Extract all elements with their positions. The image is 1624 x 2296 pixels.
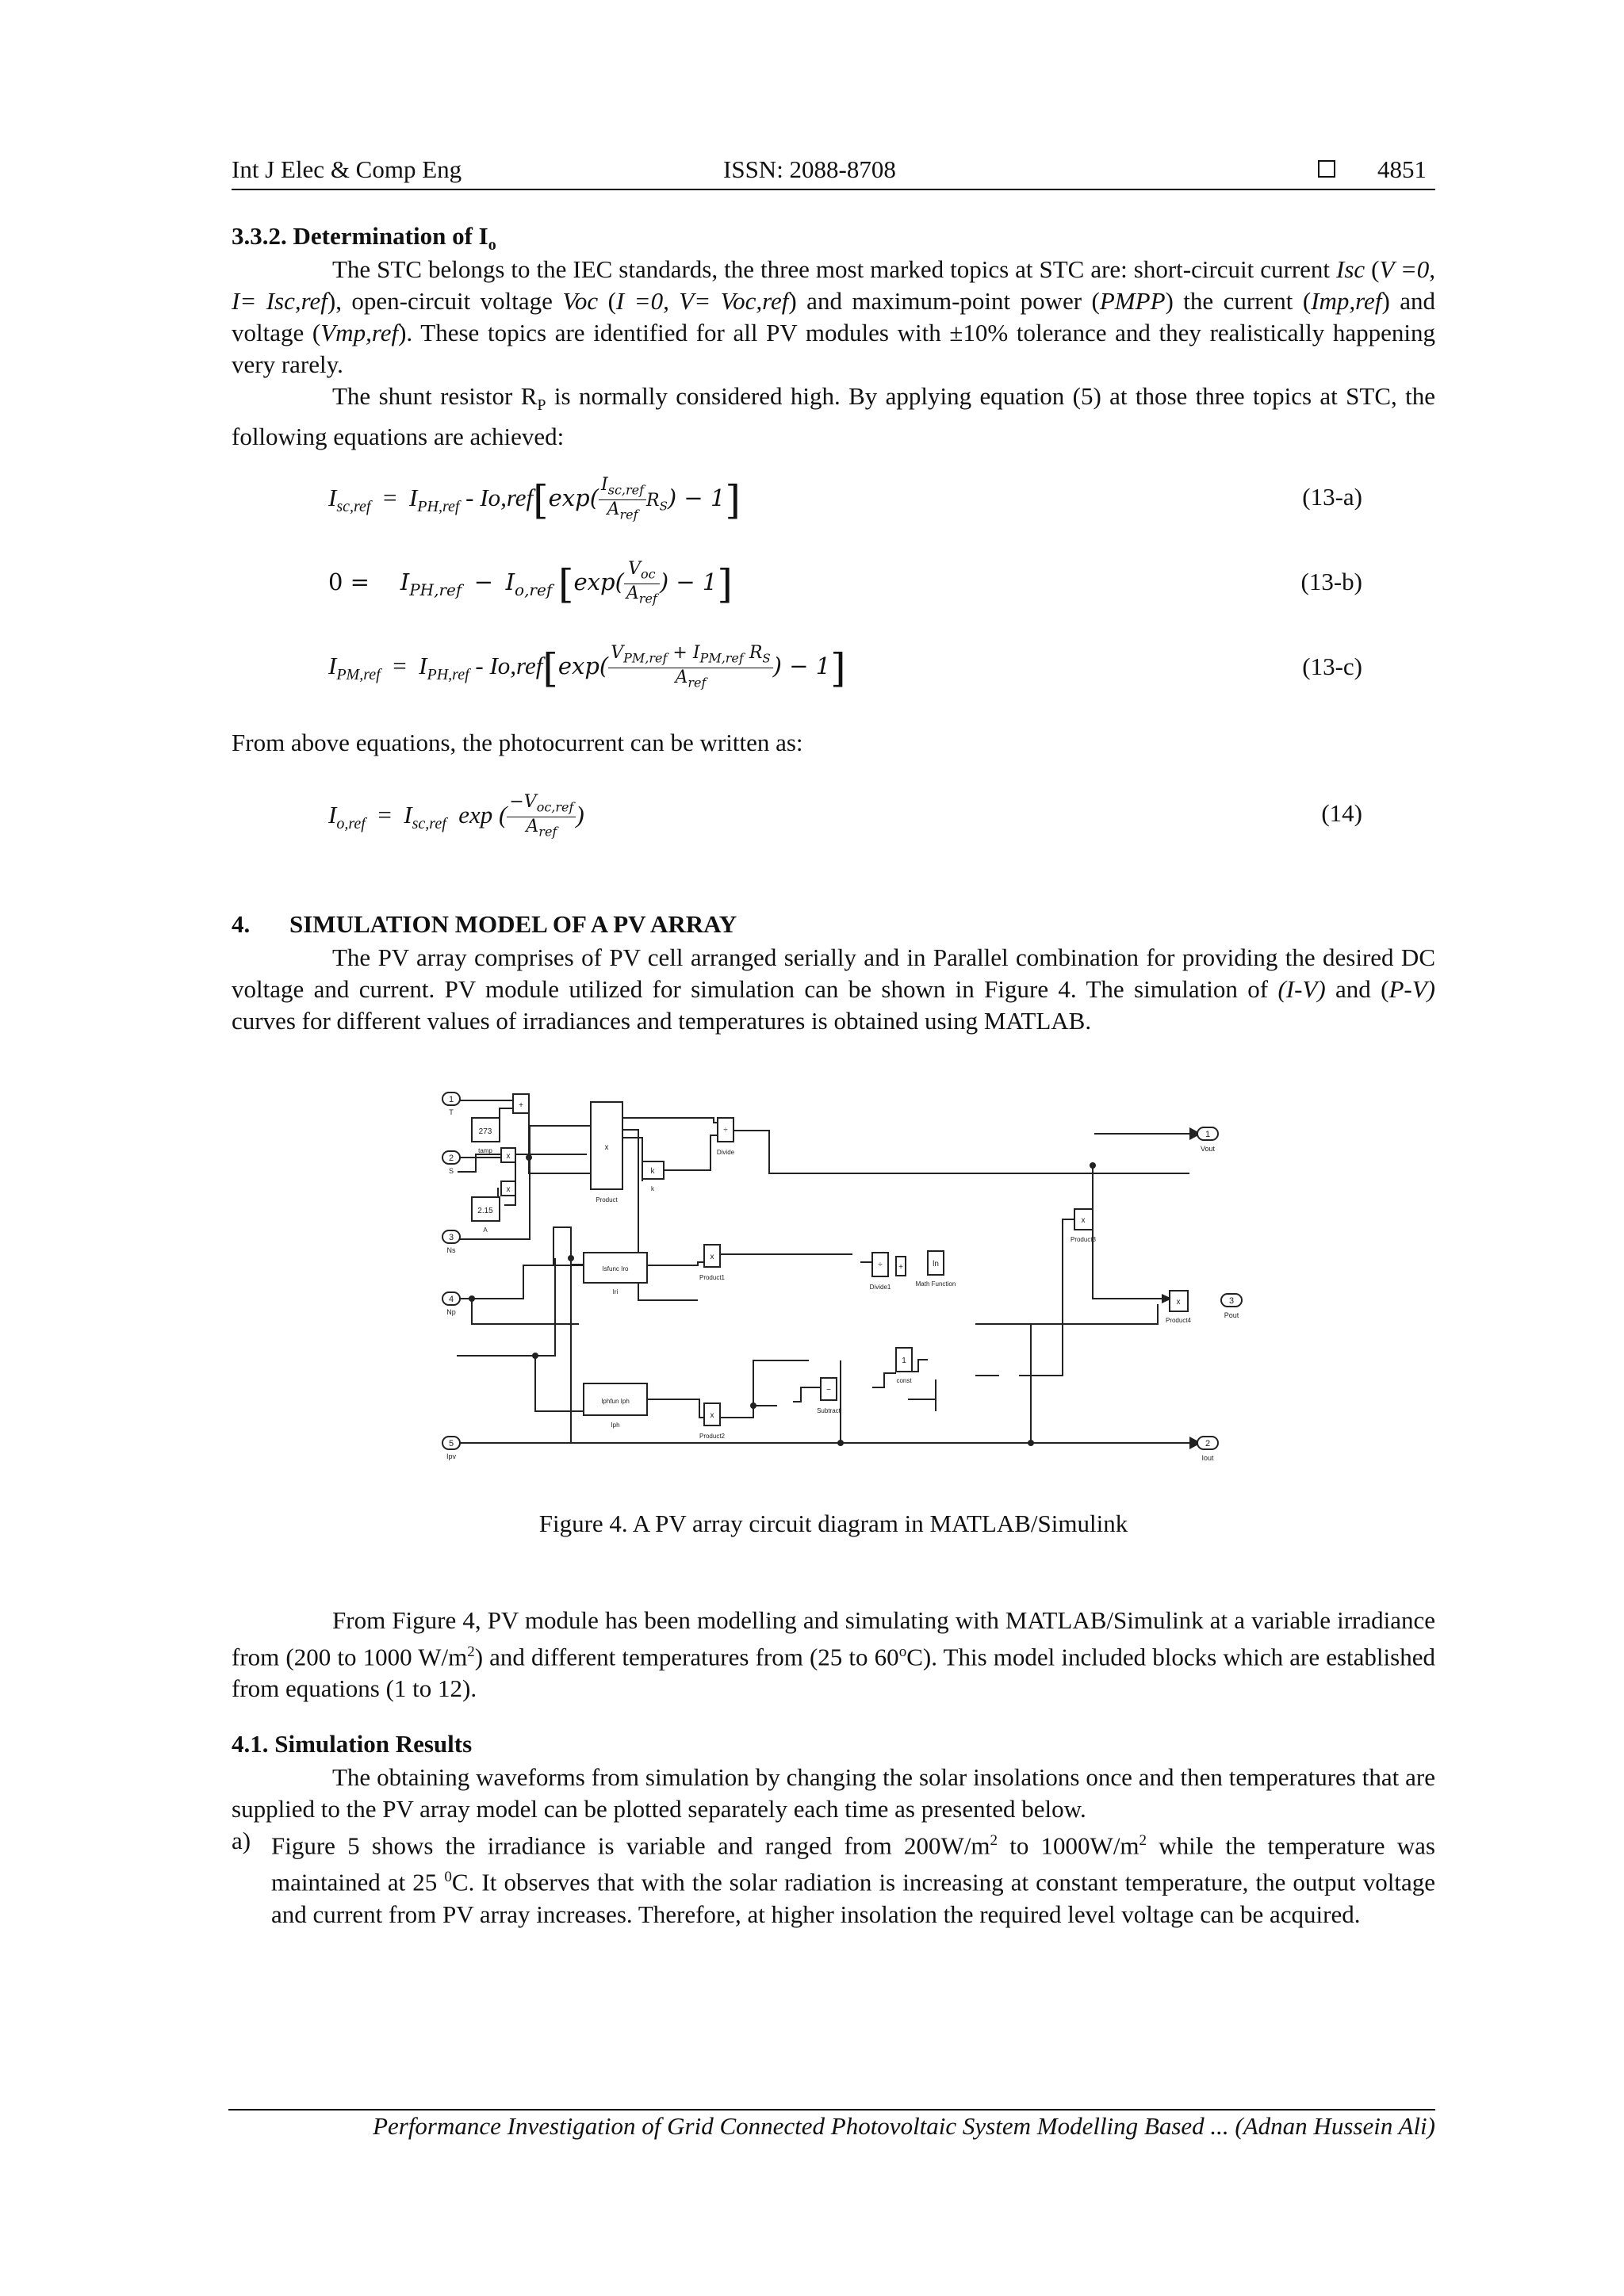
page-number: 4851 [1377, 155, 1427, 183]
gain-block-b-sign: x [506, 1185, 511, 1194]
section-heading-3-3-2: 3.3.2. Determination of $I_o$ [232, 222, 496, 254]
inport-3-number: 3 [448, 1233, 454, 1242]
equation-13b: 0 = $I_{PH,ref} - I_{o,ref}$ [exp( $\frac{V_{oc}}{A_{ref}}$ ) − 1] [328, 559, 733, 607]
constant-2-15: 2.15 [477, 1207, 493, 1215]
product4-sign: x [1176, 1298, 1181, 1307]
header-rule [232, 189, 1435, 190]
simulink-diagram-figure [428, 1086, 1269, 1483]
divide-block-sign: ÷ [723, 1126, 728, 1135]
running-header-issn: ISSN: 2088-8708 [723, 155, 896, 183]
inport-3-label: Ns [446, 1246, 456, 1254]
inport-1-number: 1 [448, 1095, 454, 1104]
sum2-sign: + [898, 1263, 903, 1272]
product3-label: Product3 [1070, 1236, 1097, 1243]
footer-rule [228, 2109, 1435, 2110]
constant-1: 1 [902, 1357, 906, 1365]
product3-sign: x [1081, 1216, 1086, 1225]
gain-block-a-sign: x [506, 1152, 511, 1161]
product4-label: Product4 [1165, 1317, 1192, 1324]
inport-1-label: T [449, 1108, 454, 1116]
outport-3-label: Pout [1224, 1311, 1239, 1319]
section-heading-4-number: 4. [232, 910, 251, 938]
divide1-sign: ÷ [878, 1261, 883, 1269]
equation-label-13c: (13-c) [1302, 652, 1362, 680]
list-item-a: Figure 5 shows the irradiance is variable and ranged from $200W/m^2$ to $1000W/m^2$ while the temperature was maintained at 25 $^0$C. It observes that with the solar radiation is increasing at constant temperature, the output voltage and current from PV array increases. Therefore, at higher insolation the required level voltage can be acquired. [271, 1831, 1435, 1928]
iphfun-subsystem-label: Iph [611, 1422, 620, 1429]
math-function-label: Math Function [915, 1280, 956, 1288]
paragraph-after-figure: From Figure 4, PV module has been modelling and simulating with MATLAB/Simulink at a variable irradiance from (200 to 1000 $W/m^2$) and different temperatures from (25 to 60$^o$C). This model included blocks which are established from equations (1 to 12). [232, 1606, 1435, 1703]
subtract-label: Subtract [817, 1407, 841, 1414]
inport-5-label: Ipv [446, 1452, 457, 1460]
product1-sign: x [710, 1253, 714, 1261]
section-heading-4: SIMULATION MODEL OF A PV ARRAY [289, 910, 737, 938]
sum-block-sign: + [519, 1101, 523, 1110]
isfunc-subsystem: Isfunc Iro [602, 1265, 629, 1272]
list-marker-a: a) [232, 1827, 251, 1854]
inport-4-number: 4 [448, 1295, 454, 1304]
constant-2-15-label: A [483, 1226, 488, 1234]
constant-273: 273 [478, 1127, 492, 1136]
gain-k-label: k [651, 1185, 654, 1192]
outport-3-number: 3 [1228, 1296, 1235, 1306]
subtract-sign: − [826, 1386, 831, 1395]
ln-block: ln [933, 1260, 939, 1269]
paragraph-simulation-results: The obtaining waveforms from simulation by changing the solar insolations once and then temperatures that are supplied to the PV array model can be plotted separately each time as presented below. [232, 1763, 1435, 1823]
constant-273-label: tamp [478, 1147, 492, 1154]
isfunc-subsystem-label: Iri [612, 1288, 619, 1295]
product2-label: Product2 [699, 1433, 726, 1440]
inport-2-number: 2 [448, 1154, 454, 1163]
product-block-sign: x [604, 1143, 609, 1152]
section-heading-4-1: 4.1. Simulation Results [232, 1730, 473, 1758]
equation-label-13a: (13-a) [1302, 483, 1362, 511]
checkbox-square-icon [1318, 160, 1335, 178]
iphfun-subsystem: Iphfun Iph [601, 1398, 630, 1405]
product2-sign: x [710, 1411, 714, 1420]
paragraph-stc: The STC belongs to the IEC standards, the three most marked topics at STC are: short-circuit current Isc (V =0, I= Isc,ref), open-circuit voltage Voc (I =0, V= Voc,ref) and maximum-point power (PMPP) the current (Imp,ref) and voltage (Vmp,ref). These topics are identified for all PV modules with ±10% tolerance and they realistically happening very rarely. [232, 255, 1435, 378]
outport-1-label: Vout [1200, 1145, 1216, 1153]
paragraph-simulation-model: The PV array comprises of PV cell arranged serially and in Parallel combination for providing the desired DC voltage and current. PV module utilized for simulation can be shown in Figure 4. The simulation of (I-V) and (P-V) curves for different values of irradiances and temperatures is obtained using MATLAB. [232, 943, 1435, 1035]
outport-1-number: 1 [1205, 1130, 1211, 1139]
equation-label-14: (14) [1321, 799, 1362, 827]
inport-4-label: Np [446, 1308, 456, 1316]
outport-2-label: Iout [1201, 1454, 1214, 1462]
outport-2-number: 2 [1205, 1439, 1211, 1448]
product1-label: Product1 [699, 1274, 726, 1281]
figure-caption: Figure 4. A PV array circuit diagram in MATLAB/Simulink [538, 1510, 1128, 1537]
equation-13a: $I_{sc,ref} = I_{PH,ref} - Io,ref[\exp$( $\frac{I_{sc,ref}}{A_{ref}}$ $R_S) - 1$] [328, 475, 741, 523]
inport-2-label: S [448, 1167, 454, 1175]
gain-k-sign: k [650, 1167, 655, 1176]
running-footer: Performance Investigation of Grid Connected Photovoltaic System Modelling Based ... (Adnan Hussein Ali) [373, 2112, 1435, 2140]
paragraph-photocurrent-intro: From above equations, the photocurrent can be written as: [232, 729, 803, 756]
inport-5-number: 5 [448, 1439, 454, 1448]
equation-14: $I_{o,ref} = I_{sc,ref}$ exp ( $\frac{-V_{oc,ref}}{A_{ref}}$ ) [328, 792, 584, 840]
divide1-label: Divide1 [869, 1284, 891, 1291]
equation-13c: $I_{PM,ref} = I_{PH,ref} - Io,ref[\exp$( $\frac{V_{PM,ref} + I_{PM,ref} R_S}{A_{ref}}$ ) − 1] [328, 643, 846, 691]
constant-1-label: const [896, 1377, 912, 1384]
paragraph-shunt-resistor: The shunt resistor $R_P$ is normally considered high. By applying equation (5) at those three topics at STC, the following equations are achieved: [232, 382, 1436, 451]
running-header-journal: Int J Elec & Comp Eng [232, 155, 462, 183]
product-label: Product [596, 1196, 618, 1203]
equation-label-13b: (13-b) [1300, 568, 1362, 595]
divide-label: Divide [716, 1149, 735, 1156]
